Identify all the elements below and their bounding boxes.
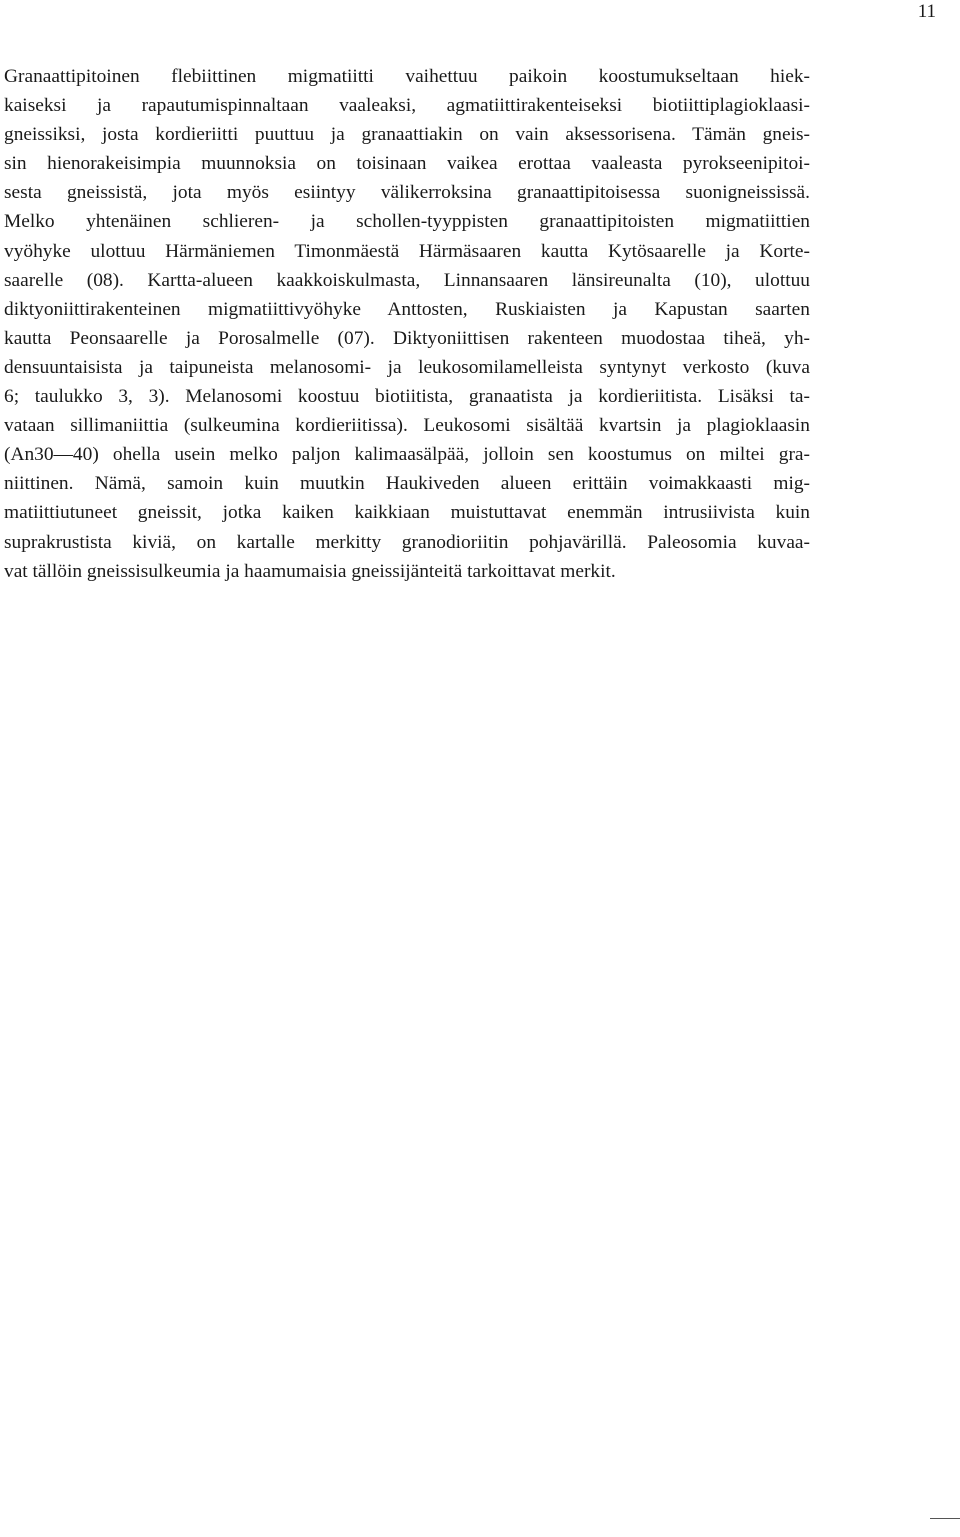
footer-rule <box>930 1518 960 1519</box>
text-line: sesta gneissistä, jota myös esiintyy välikerroksina granaattipitoisessa suonigneississä. <box>4 182 810 204</box>
text-line: niittinen. Nämä, samoin kuin muutkin Haukiveden alueen erittäin voimakkaasti mig- <box>4 473 810 495</box>
page-number: 11 <box>917 1 936 22</box>
text-line: gneissiksi, josta kordieriitti puuttuu ja granaattiakin on vain aksessorisena. Tämän gneis- <box>4 124 810 146</box>
text-line: Granaattipitoinen flebiittinen migmatiitti vaihettuu paikoin koostumukseltaan hiek- <box>4 66 810 87</box>
text-line: kaiseksi ja rapautumispinnaltaan vaaleaksi, agmatiittirakenteiseksi biotiittiplagioklaasi- <box>4 95 810 117</box>
text-line: 6; taulukko 3, 3). Melanosomi koostuu biotiitista, granaatista ja kordieriitista. Lisäksi ta- <box>4 386 810 408</box>
text-line: sin hienorakeisimpia muunnoksia on toisinaan vaikea erottaa vaaleasta pyrokseenipitoi- <box>4 153 810 175</box>
text-line: suprakrustista kiviä, on kartalle merkitty granodioriitin pohjavärillä. Paleosomia kuvaa- <box>4 531 810 553</box>
text-line: (An30—40) ohella usein melko paljon kalimaasälpää, jolloin sen koostumus on miltei gra- <box>4 444 810 466</box>
text-line: kautta Peonsaarelle ja Porosalmelle (07). Diktyoniittisen rakenteen muodostaa tiheä, yh- <box>4 327 810 349</box>
text-line: vat tällöin gneissisulkeumia ja haamumaisia gneissijänteitä tarkoittavat merkit. <box>4 560 616 582</box>
text-line: diktyoniittirakenteinen migmatiittivyöhyke Anttosten, Ruskiaisten ja Kapustan saarten <box>4 298 810 320</box>
text-line: saarelle (08). Kartta-alueen kaakkoiskulmasta, Linnansaaren länsireunalta (10), ulottuu <box>4 269 810 291</box>
text-line: densuuntaisista ja taipuneista melanosomi- ja leukosomilamelleista syntynyt verkosto (kuva <box>4 356 810 378</box>
body-paragraph <box>4 62 810 586</box>
text-line: Melko yhtenäinen schlieren- ja schollen-tyyppisten granaattipitoisten migmatiittien <box>4 211 810 233</box>
text-line: vataan sillimaniittia (sulkeumina kordieriitissa). Leukosomi sisältää kvartsin ja plagioklaasin <box>4 415 810 437</box>
text-line: vyöhyke ulottuu Härmäniemen Timonmäestä Härmäsaaren kautta Kytösaarelle ja Korte- <box>4 240 810 262</box>
text-line: matiittiutuneet gneissit, jotka kaiken kaikkiaan muistuttavat enemmän intrusiivista kuin <box>4 502 810 524</box>
